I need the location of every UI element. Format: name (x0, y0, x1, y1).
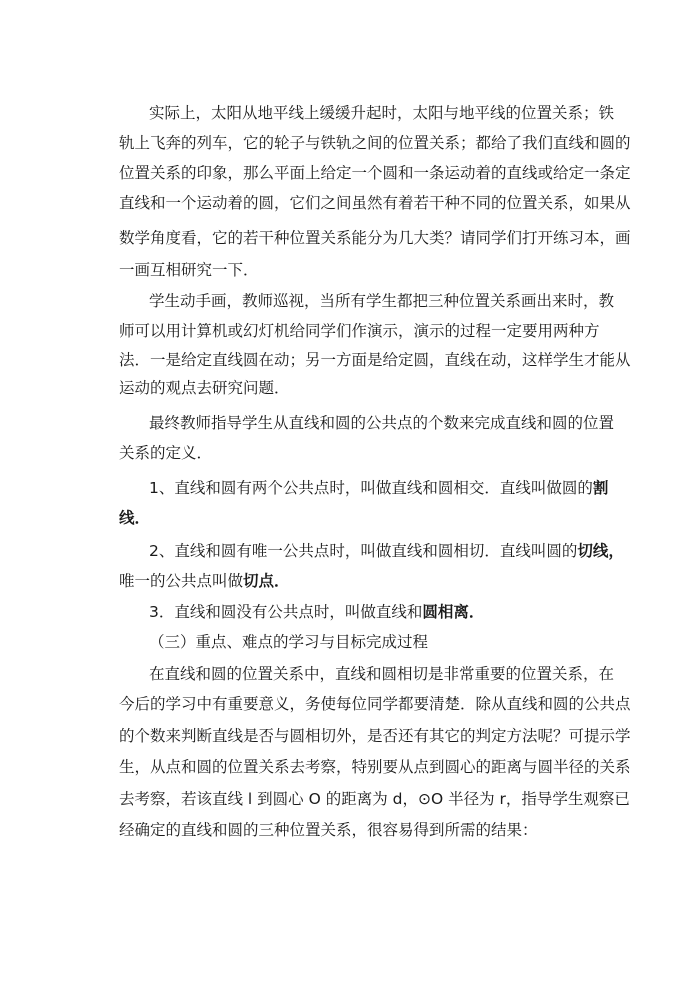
paragraph-2-line-4: 运动的观点去研究问题． (119, 379, 290, 397)
definition-2-comma: ， (608, 542, 624, 560)
definition-1-term-part1: 割 (592, 479, 609, 497)
paragraph-1-line-5: 数学角度看，它的若干种位置关系能分为几大类？请同学们打开练习本，画 (119, 229, 631, 247)
section-heading: （三）重点、难点的学习与目标完成过程 (149, 633, 429, 651)
definition-2-text: 2、直线和圆有唯一公共点时，叫做直线和圆相切．直线叫圆的 (149, 542, 578, 560)
paragraph-1-line-4: 直线和一个运动着的圆，它们之间虽然有着若干种不同的位置关系，如果从 (119, 194, 631, 212)
definition-2-text-2: 唯一的公共点叫做 (119, 572, 244, 590)
definition-1-line-1 (149, 478, 608, 498)
paragraph-4-line-1: 在直线和圆的位置关系中，直线和圆相切是非常重要的位置关系，在 (149, 665, 615, 683)
definition-2-line-1 (149, 541, 624, 561)
paragraph-4-line-2: 今后的学习中有重要意义，务使每位同学都要清楚．除从直线和圆的公共点 (119, 695, 631, 713)
definition-2-line-2 (119, 571, 290, 591)
paragraph-1-line-3: 位置关系的印象，那么平面上给定一个圆和一条运动着的直线或给定一条定 (119, 164, 631, 182)
paragraph-4-line-6: 经确定的直线和圆的三种位置关系，很容易得到所需的结果： (119, 821, 538, 839)
definition-1-text: 1、直线和圆有两个公共点时，叫做直线和圆相交．直线叫做圆的 (149, 479, 593, 497)
definition-3-line (149, 602, 484, 622)
paragraph-1-line-2: 轨上飞奔的列车，它的轮子与铁轨之间的位置关系；都给了我们直线和圆的 (119, 134, 631, 152)
definition-3-text: 3．直线和圆没有公共点时，叫做直线和 (149, 603, 423, 621)
definition-2-term: 切线 (577, 542, 609, 560)
paragraph-2-line-2: 师可以用计算机或幻灯机给同学们作演示，演示的过程一定要用两种方 (119, 322, 600, 340)
definition-3-end: ． (468, 603, 485, 621)
paragraph-4-line-3: 的个数来判断直线是否与圆相切外，是否还有其它的判定方法呢？可提示学 (119, 727, 631, 745)
definition-2-end: ． (274, 572, 290, 590)
definition-3-term: 圆相离 (422, 603, 469, 621)
paragraph-4-line-5: 去考察，若该直线 l 到圆心 O 的距离为 d，⊙O 半径为 r，指导学生观察已 (119, 790, 630, 808)
paragraph-3-line-1: 最终教师指导学生从直线和圆的公共点的个数来完成直线和圆的位置 (149, 414, 615, 432)
definition-1-end: ． (134, 509, 151, 527)
definition-1-line-2 (119, 508, 150, 528)
paragraph-2-line-1: 学生动手画，教师巡视，当所有学生都把三种位置关系画出来时，教 (149, 292, 615, 310)
definition-1-term-part2: 线 (119, 509, 135, 527)
paragraph-2-line-3: 法．一是给定直线圆在动；另一方面是给定圆，直线在动，这样学生才能从 (119, 351, 631, 369)
paragraph-1-line-6: 一画互相研究一下． (119, 261, 259, 279)
paragraph-3-line-2: 关系的定义． (119, 444, 213, 462)
paragraph-1-line-1: 实际上，太阳从地平线上缓缓升起时，太阳与地平线的位置关系；铁 (149, 104, 615, 122)
paragraph-4-line-4: 生，从点和圆的位置关系去考察，特别要从点到圆心的距离与圆半径的关系 (119, 758, 631, 776)
definition-2-term-2: 切点 (243, 572, 275, 590)
